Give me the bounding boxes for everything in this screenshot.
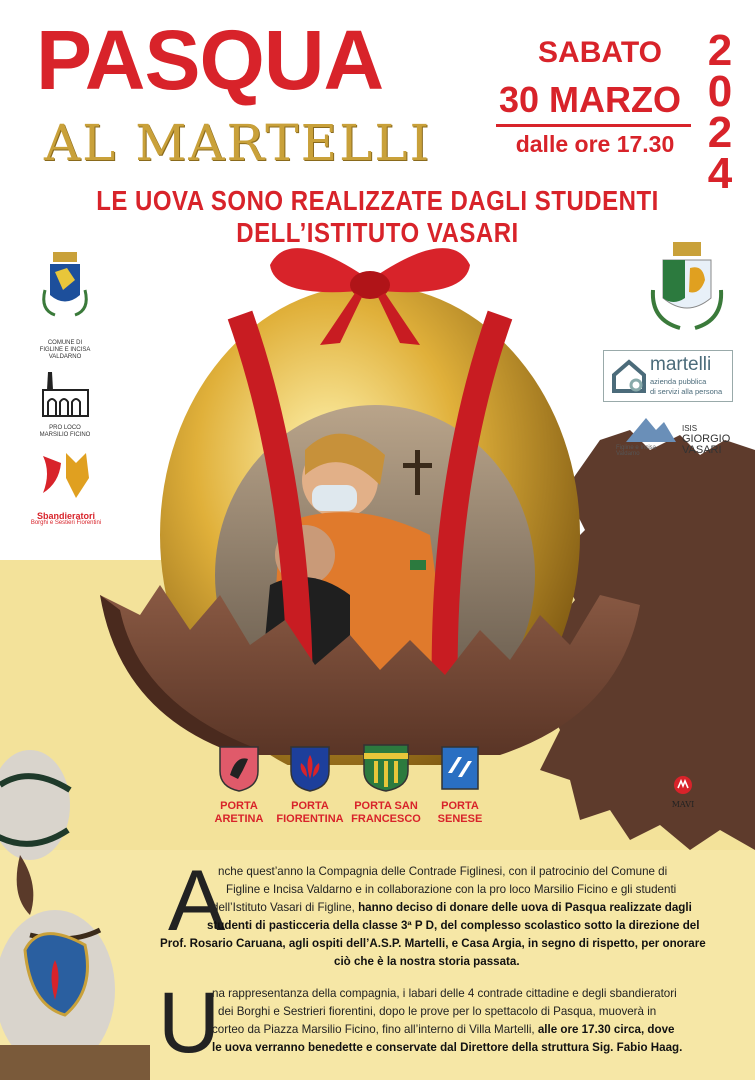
date-day: 30 MARZO: [498, 79, 682, 120]
paragraph1-bold-c: Prof. Rosario Caruana, agli ospiti dell’A.S.P. Martelli, e Casa Argia, in segno di rispetto, per onorare: [160, 937, 706, 950]
contrada-line2: SENESE: [437, 813, 483, 825]
paragraph1-bold-b: studenti di pasticceria della classe 3ª P D, del complesso scolastico sotto la direzione del: [207, 919, 700, 932]
paragraph2-line2: dei Borghi e Sestrieri fiorentini, dopo le prove per lo spettacolo di Pasqua, muoverà in: [218, 1005, 657, 1018]
contrada-line1: PORTA: [220, 800, 258, 812]
mavi-logo: [660, 775, 706, 809]
paragraph1-line2: Figline e Incisa Valdarno e in collaborazione con la pro loco Marsilio Ficino e gli studenti: [226, 883, 677, 896]
vasari-city: Figline e Incisa Valdarno: [616, 445, 657, 457]
paragraph2-line3: [212, 1021, 747, 1040]
contrada-line2: FRANCESCO: [351, 813, 421, 825]
paragraph1-line1: nche quest’anno la Compagnia delle Contrade Figlinesi, con il patrocinio del Comune di: [218, 865, 668, 878]
comune-caption: COMUNE DI FIGLINE E INCISA VALDARNO: [39, 340, 91, 360]
comune-crest-icon: [35, 250, 95, 335]
year-digit: 2: [707, 26, 733, 75]
mavi-name: MAVI: [671, 800, 695, 809]
paragraph1-line3-text: dell’Istituto Vasari di Figline,: [212, 901, 355, 914]
date-divider: [496, 124, 691, 127]
proloco-logo: [34, 370, 96, 439]
paragraph1-line6: [334, 953, 634, 972]
vasari-name1: GIORGIO: [682, 433, 731, 445]
sbandieratori-logo: [26, 448, 106, 527]
subtitle: LE UOVA SONO REALIZZATE DAGLI STUDENTI DELL’ISTITUTO VASARI: [96, 185, 659, 250]
golden-egg-illustration: [100, 235, 640, 765]
martelli-name: martelli: [650, 354, 712, 375]
proloco-building-icon: [38, 370, 93, 420]
date-weekday: SABATO: [538, 36, 662, 69]
paragraph2-line1: na rappresentanza della compagnia, i labari delle 4 contrade cittadine e degli sbandieratori: [212, 987, 677, 1000]
contrada-line2: FIORENTINA: [276, 813, 344, 825]
sbandieratori-sub: Borghi e Sestieri Fiorentini: [30, 520, 102, 526]
vasari-name2: VASARI: [682, 444, 722, 456]
porta-senese-shield-icon: [440, 745, 480, 791]
mavi-circle-icon: [673, 775, 693, 795]
contrada-line2: ARETINA: [214, 813, 264, 825]
decorated-eggs-photo: [0, 745, 150, 1080]
paragraph2-dropcap: U: [158, 975, 221, 1071]
sbandieratori-name: Sbandieratori: [36, 511, 95, 521]
comune-figline-logo: [645, 240, 730, 340]
title-pasqua: PASQUA: [36, 13, 384, 107]
proloco-caption: PRO LOCO MARSILIO FICINO: [39, 425, 91, 438]
paragraph2-line4: [212, 1039, 747, 1058]
contrada-line1: PORTA: [291, 800, 329, 812]
paragraph2-bold: le uova verranno benedette e conservate dal Direttore della struttura Sig. Fabio Haag.: [212, 1041, 683, 1054]
contrada-line1: PORTA SAN: [354, 800, 418, 812]
martelli-sub2: di servizi alla persona: [650, 387, 723, 396]
comune-logo: [30, 250, 100, 361]
paragraph2-line3a: corteo da Piazza Marsilio Ficino, fino all’interno di Villa Martelli,: [212, 1023, 535, 1036]
martelli-sub1: azienda pubblica: [650, 377, 707, 386]
paragraph1-line4: [207, 917, 742, 936]
paragraph2-line3b: alle ore 17.30 circa, dove: [534, 1023, 675, 1036]
paragraph1-line3: [212, 899, 742, 918]
title-al-martelli: AL MARTELLI: [44, 114, 432, 172]
year-digit: 0: [707, 67, 733, 116]
sbandieratori-lily-icon: [31, 448, 101, 508]
year-digit: 2: [707, 108, 733, 157]
year-digit: 4: [707, 149, 733, 198]
event-time: dalle ore 17.30: [515, 131, 675, 157]
paragraph1-dropcap: A: [168, 853, 226, 949]
paragraph1-line5: [160, 935, 745, 954]
vasari-prefix: ISIS: [682, 424, 698, 433]
year-vertical: [700, 26, 740, 198]
contrada-line1: PORTA: [441, 800, 479, 812]
lion-crest-icon: [645, 240, 730, 335]
porta-san-francesco-shield-icon: [362, 743, 410, 793]
porta-senese-label: [415, 800, 505, 826]
porta-aretina-shield-icon: [218, 745, 260, 793]
paragraph1-bold-d: ciò che è la nostra storia passata.: [334, 955, 520, 968]
porta-fiorentina-shield-icon: [289, 745, 331, 793]
paragraph1-bold-a: hanno deciso di donare delle uova di Pasqua realizzate dagli: [354, 901, 692, 914]
